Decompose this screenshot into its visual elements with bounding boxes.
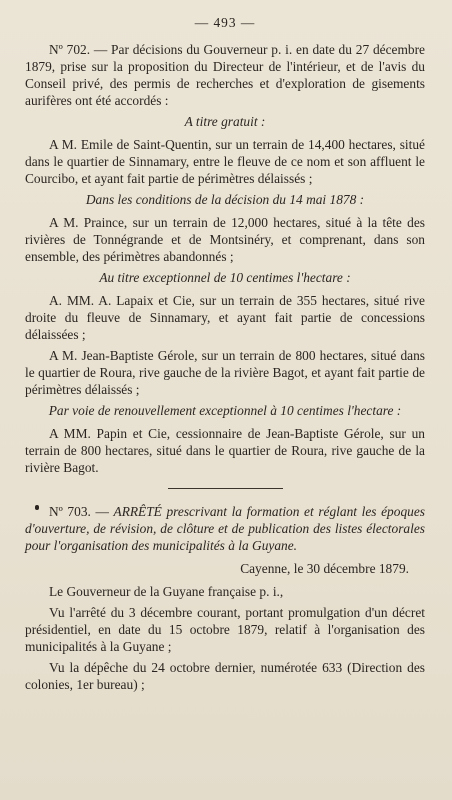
arrete-number: Nº 703. — (49, 504, 109, 519)
arrete-dateline: Cayenne, le 30 décembre 1879. (240, 561, 409, 576)
page-number: — 493 — (194, 15, 256, 30)
arrete-vu-1: Vu l'arrêté du 3 décembre courant, portant promulgation d'un décret présidentiel, en date du 15 octobre 1879, relatif à l'organisation des municipalités à la Guyane ; (25, 605, 425, 654)
decision-intro: Nº 702. — Par décisions du Gouverneur p. i. en date du 27 décembre 1879, prise sur la proposition du Directeur de l'intérieur, et de l'avis du Conseil privé, des permis de recherches et d'exploration de gisements aurifères ont été accordés : (25, 42, 425, 108)
page-content (25, 14, 425, 697)
section-divider (168, 488, 283, 489)
arrete-heading (25, 503, 425, 554)
paragraph-papin: A MM. Papin et Cie, cessionnaire de Jean-Baptiste Gérole, sur un terrain de 800 hectares, situé dans le quartier de Roura, rive gauche de la rivière Bagot. (25, 426, 425, 475)
arrete-issuer: Le Gouverneur de la Guyane française p. i., (49, 584, 284, 599)
arrete-title: ARRÊTÉ prescrivant la formation et réglant les époques d'ouverture, de révision, de clôture et de publication des listes électorales pour l'organisation des municipalités à la Guyane. (25, 504, 425, 553)
heading-renouvellement: Par voie de renouvellement exceptionnel à 10 centimes l'hectare : (48, 403, 402, 418)
paragraph-saint-quentin: A M. Emile de Saint-Quentin, sur un terrain de 14,400 hectares, situé dans le quartier de Sinnamary, entre le fleuve de ce nom et son affluent le Courcibo, et ayant fait partie de périmètres délaissés ; (25, 137, 425, 186)
heading-titre-exceptionnel: Au titre exceptionnel de 10 centimes l'hectare : (99, 270, 351, 285)
arrete-vu-2: Vu la dépêche du 24 octobre dernier, numérotée 633 (Direction des colonies, 1er bureau) ; (25, 660, 425, 692)
paragraph-lapaix: A. MM. A. Lapaix et Cie, sur un terrain de 355 hectares, situé rive droite du fleuve de Sinnamary, et ayant fait partie de concessions délaissées ; (25, 293, 425, 342)
paragraph-gerole: A M. Jean-Baptiste Gérole, sur un terrain de 800 hectares, situé dans le quartier de Roura, rive gauche de la rivière Bagot, et ayant fait partie de périmètres délaissés ; (25, 348, 425, 397)
paragraph-praince: A M. Praince, sur un terrain de 12,000 hectares, situé à la tête des rivières de Tonnégrande et de Montsinéry, et comprenant, dans son ensemble, des périmètres abandonnés ; (25, 215, 425, 264)
heading-conditions: Dans les conditions de la décision du 14 mai 1878 : (85, 192, 365, 207)
heading-titre-gratuit: A titre gratuit : (184, 114, 266, 129)
